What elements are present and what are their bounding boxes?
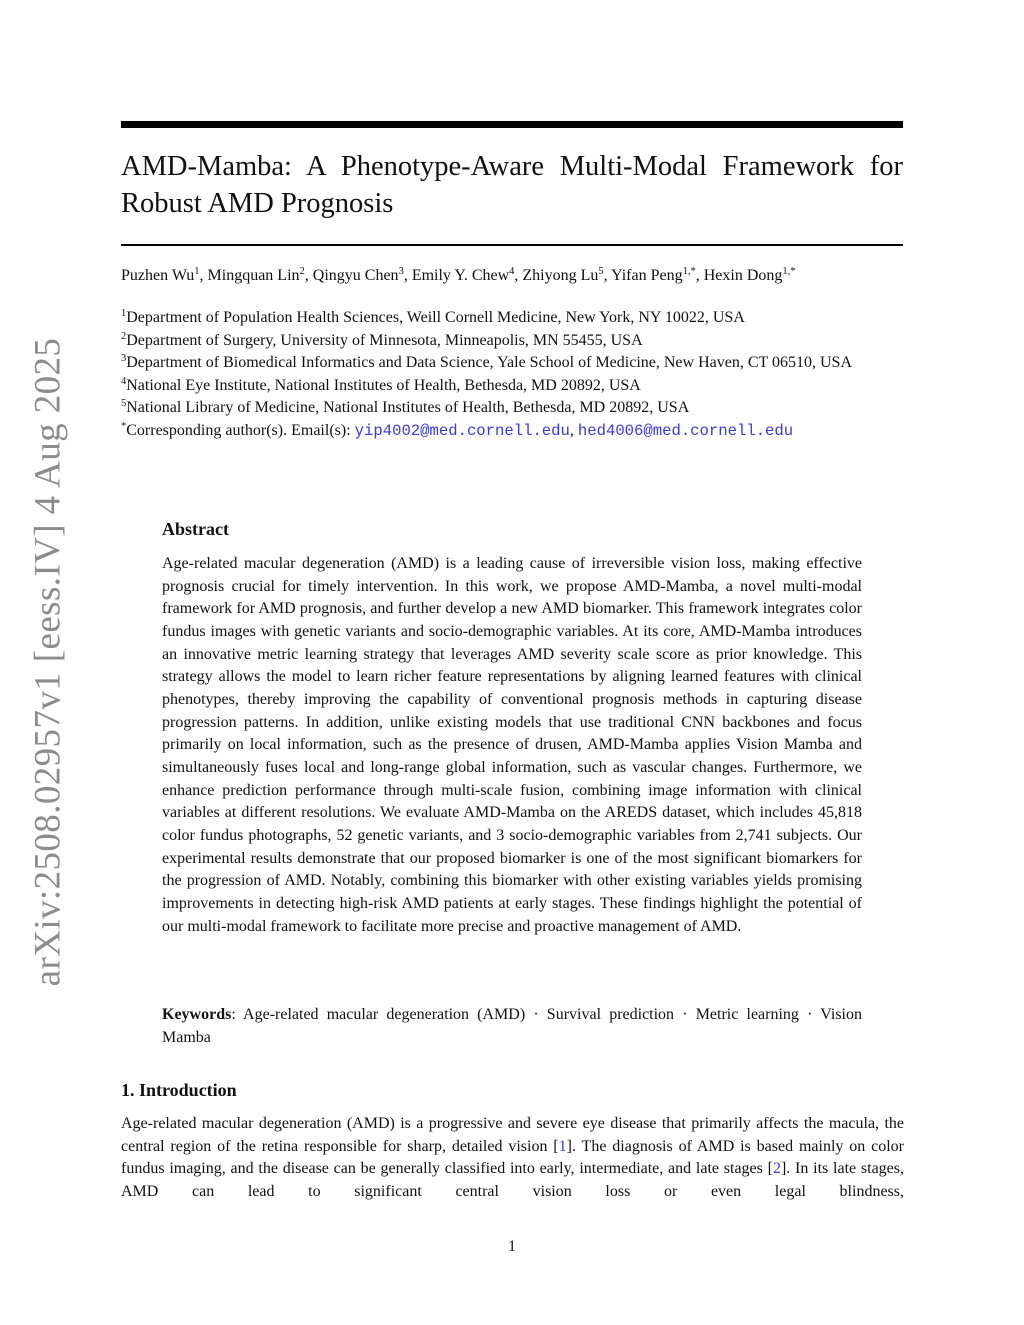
author-list: Puzhen Wu$^1$, Mingquan Lin$^2$, Qingyu Chen$^3$, Emily Y. Chew$^4$, Zhiyong Lu$^5$, Yifan Peng$^{1,*}$, Hexin Dong$^{1,*}$ <box>121 266 796 284</box>
intro-text: ]. The diagnosis of AMD is based mainly on color fundus imaging, and the disease can be generally classified into early, intermediate, and late stages [ <box>121 1137 904 1178</box>
intro-text: ]. In its late stages, AMD can lead to significant central vision loss or even legal blindness, <box>121 1160 904 1200</box>
author-affil-marker: 4 <box>509 266 515 277</box>
affiliation-text: National Eye Institute, National Institutes of Health, Bethesda, MD 20892, USA <box>126 376 641 394</box>
email-separator: , <box>569 421 578 439</box>
title-line-1: AMD-Mamba: A Phenotype-Aware Multi-Modal Framework for <box>121 151 903 182</box>
introduction-heading: 1. Introduction <box>121 1080 237 1100</box>
affiliation-marker: 1 <box>121 308 127 319</box>
keywords <box>162 1004 862 1049</box>
affiliation-text: Department of Biomedical Informatics and Data Science, Yale School of Medicine, New Haven, CT 06510, USA <box>126 354 852 372</box>
author: Mingquan Lin <box>207 267 300 284</box>
affiliation-marker: 5 <box>121 398 127 410</box>
keywords-text: : Age-related macular degeneration (AMD) · Survival prediction · Metric learning · Vision Mamba <box>162 1006 862 1046</box>
email-link-yip4002[interactable]: yip4002@med.cornell.edu <box>354 421 570 440</box>
corresponding-authors <box>121 420 905 443</box>
citation-link-2[interactable]: 2 <box>772 1160 781 1178</box>
author-affil-marker: 1 <box>194 266 200 277</box>
author: Puzhen Wu <box>121 267 195 284</box>
corresponding-label: Corresponding author(s). Email(s): <box>126 421 355 439</box>
citation-link-1[interactable]: 1 <box>558 1137 567 1155</box>
title-bottom-rule <box>121 244 903 246</box>
page-number: 1 <box>508 1238 516 1255</box>
abstract-text: Age-related macular degeneration (AMD) is a leading cause of irreversible vision loss, making effective prognosis crucial for timely intervention. In this work, we propose AMD-Mamba, a novel multi-modal framework for AMD prognosis, and further develop a new AMD biomarker. This framework integrates color fundus images with genetic variants and socio-demographic variables. At its core, AMD-Mamba introduces an innovative metric learning strategy that leverages AMD severity scale score as prior knowledge. This strategy allows the model to learn richer feature representations by aligning learned features with clinical phenotypes, thereby improving the capability of conventional prognosis methods in capturing disease progression patterns. In addition, unlike existing models that use traditional CNN backbones and focus primarily on local information, such as the presence of drusen, AMD-Mamba applies Vision Mamba and simultaneously fuses local and long-range global information, such as vascular changes. Furthermore, we enhance prediction performance through multi-scale fusion, combining image information with clinical variables at different resolutions. We evaluate AMD-Mamba on the AREDS dataset, which includes 45,818 color fundus photographs, 52 genetic variants, and 3 socio-demographic variables from 2,741 subjects. Our experimental results demonstrate that our proposed biomarker is one of the most significant biomarkers for the progression of AMD. Notably, combining this biomarker with other existing variables yields promising improvements in detecting high-risk AMD patients at early stages. These findings highlight the potential of our multi-modal framework to facilitate more precise and proactive management of AMD. <box>162 555 862 935</box>
author-affil-marker: 2 <box>299 266 305 277</box>
affiliation <box>121 352 905 375</box>
affiliation-marker: 4 <box>121 375 127 387</box>
affiliation <box>121 307 905 330</box>
author: Yifan Peng <box>611 267 683 284</box>
affiliation-list <box>121 307 905 443</box>
affiliation-text: National Library of Medicine, National Institutes of Health, Bethesda, MD 20892, USA <box>126 399 690 417</box>
author: Emily Y. Chew <box>411 267 510 284</box>
corresponding-marker: * <box>121 420 127 432</box>
paper-title <box>121 148 903 222</box>
author-affil-marker: 3 <box>398 266 404 277</box>
affiliation-marker: 2 <box>121 330 127 342</box>
intro-text: Age-related macular degeneration (AMD) is a progressive and severe eye disease that primarily affects the macula, the central region of the retina responsible for sharp, detailed vision [ <box>121 1115 904 1155</box>
affiliation-text: Department of Population Health Sciences, Weill Cornell Medicine, New York, NY 10022, USA <box>126 309 745 326</box>
affiliation <box>121 330 905 353</box>
author: Hexin Dong <box>703 267 783 284</box>
author: Qingyu Chen <box>312 267 399 284</box>
email-link-hed4006[interactable]: hed4006@med.cornell.edu <box>577 421 794 440</box>
affiliation <box>121 375 905 398</box>
author: Zhiyong Lu <box>522 267 599 284</box>
arxiv-identifier: arXiv:2508.02957v1 [eess.IV] 4 Aug 2025 <box>27 337 69 987</box>
affiliation-text: Department of Surgery, University of Minnesota, Minneapolis, MN 55455, USA <box>126 331 643 349</box>
introduction-paragraph <box>121 1113 904 1203</box>
author-affil-marker: 1,* <box>782 266 796 277</box>
affiliation <box>121 397 905 420</box>
title-line-2: Robust AMD Prognosis <box>121 188 394 219</box>
author-affil-marker: 1,* <box>682 266 696 277</box>
affiliation-marker: 3 <box>121 353 127 365</box>
keywords-label: Keywords <box>162 1006 232 1023</box>
abstract-heading: Abstract <box>162 519 229 539</box>
author-affil-marker: 5 <box>598 266 604 277</box>
title-top-rule <box>121 121 903 128</box>
